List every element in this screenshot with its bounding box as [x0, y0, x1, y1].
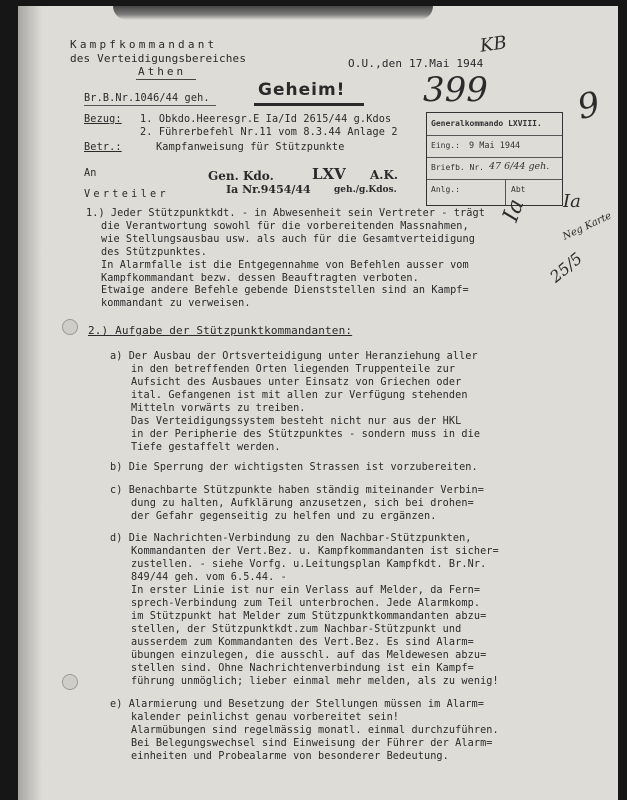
betr-text: Kampfanweisung für Stützpunkte: [156, 142, 345, 153]
betr-label: Betr.:: [84, 142, 122, 153]
text-line: Kommandanten der Vert.Bez. u. Kampfkommandanten ist sicher=: [131, 546, 499, 557]
margin-note-d: 25/5: [546, 248, 586, 287]
scan-smudge: [113, 6, 433, 20]
margin-note-b: Ia: [563, 191, 581, 212]
text-line: 1.) Jeder Stützpunktkdt. - in Abwesenheit sein Vertreter - trägt: [86, 208, 485, 219]
text-line: d) Die Nachrichten-Verbindung zu den Nachbar-Stützpunkten,: [110, 533, 472, 544]
text-line: zustellen. - siehe Vorfg. u.Leitungsplan Kampfkdt. Br.Nr.: [131, 559, 487, 570]
place-date: O.U.,den 17.Mai 1944: [348, 57, 484, 70]
handwritten-nine: 9: [574, 84, 604, 128]
geh-gkdos: geh./g.Kdos.: [334, 185, 397, 195]
text-line: kommandant zu verweisen.: [101, 298, 251, 310]
corps-ak: A.K.: [370, 168, 399, 182]
text-line: der Gefahr gegenseitig zu helfen und zu ergänzen.: [131, 511, 437, 522]
org-underline: [136, 79, 196, 80]
text-line: In erster Linie ist nur ein Verlass auf Melder, da Fern=: [131, 585, 481, 596]
briefb-value: 47 6/44 geh.: [489, 161, 550, 172]
handwritten-number: 399: [423, 70, 488, 110]
text-line: 849/44 geh. vom 6.5.44. -: [131, 572, 287, 583]
abt-label: Abt: [511, 185, 526, 194]
text-line: ausserdem zum Kommandanten des Vert.Bez. Es sind Alarm=: [131, 637, 474, 648]
eing-label: Eing.:: [431, 141, 460, 150]
receipt-divider-3: [427, 179, 562, 180]
handwritten-corner: KB: [478, 32, 509, 57]
classification-stamp: Geheim!: [258, 80, 346, 100]
text-line: Kampfkommandant bezw. dessen Beauftragten verboten.: [101, 272, 419, 284]
bezug-label: Bezug:: [84, 114, 122, 125]
text-line: kalender peinlichst genau vorbereitet sein!: [131, 712, 400, 723]
text-line: Bei Belegungswechsel sind Einweisung der Führer der Alarm=: [131, 738, 493, 749]
text-line: Das Verteidigungssystem besteht nicht nur aus der HKL: [131, 416, 462, 427]
receipt-divider-1: [427, 135, 562, 136]
text-line: In Alarmfalle ist die Entgegennahme von Befehlen ausser vom: [101, 259, 469, 271]
text-line: e) Alarmierung und Besetzung der Stellungen müssen im Alarm=: [110, 699, 485, 710]
text-line: des Stützpunktes.: [101, 246, 207, 258]
punch-hole-top: [62, 319, 78, 335]
an-label: An: [84, 168, 97, 179]
receipt-title: Generalkommando LXVIII.: [431, 119, 542, 128]
text-line: c) Benachbarte Stützpunkte haben ständig miteinander Verbin=: [110, 485, 485, 496]
text-line: wie Stellungsausbau usw. als auch für die Gesamtverteidigung: [101, 233, 476, 245]
org-line-3: Athen: [138, 65, 187, 78]
receipt-stamp: [426, 112, 563, 206]
classification-underline: [254, 103, 364, 106]
text-line: b) Die Sperrung der wichtigsten Strassen ist vorzubereiten.: [110, 462, 478, 473]
text-line: sprech-Verbindung zum Teil unterbrochen. Jede Alarmkomp.: [131, 598, 481, 609]
org-line-1: Kampfkommandant: [70, 38, 218, 51]
brnr-underline: [84, 105, 216, 106]
text-line: in den betreffenden Orten liegenden Truppenteile zur: [131, 364, 456, 375]
text-line: einheiten und Probealarme von besonderer Bedeutung.: [131, 751, 449, 762]
left-edge-shadow: [18, 6, 42, 800]
text-line: dung zu halten, Aufklärung anzusetzen, sich bei drohen=: [131, 498, 474, 509]
text-line: ital. Gefangenen ist mit allen zur Verfügung stehenden: [131, 390, 468, 401]
text-line: Mitteln vorwärts zu treiben.: [131, 403, 306, 414]
text-line: in der Peripherie des Stützpunktes - sondern muss in die: [131, 429, 481, 440]
text-line: a) Der Ausbau der Ortsverteidigung unter Heranziehung aller: [110, 351, 478, 362]
text-line: übungen einzulegen, die ausschl. auf das Meldewesen abzu=: [131, 650, 487, 661]
text-line: Etwaige andere Befehle gebende Dienststellen sind an Kampf=: [101, 285, 469, 297]
receipt-divider-2: [427, 157, 562, 158]
verteiler-label: Verteiler: [84, 189, 169, 200]
ia-nr: Ia Nr.9454/44: [226, 183, 311, 196]
text-line: im Stützpunkt hat Melder zum Stützpunktkommandanten abzu=: [131, 611, 487, 622]
bezug-line-2: 2. Führerbefehl Nr.11 vom 8.3.44 Anlage 2: [140, 127, 398, 138]
section-2-heading: 2.) Aufgabe der Stützpunktkommandanten:: [88, 324, 353, 337]
gen-kdo-label: Gen. Kdo.: [208, 169, 274, 183]
anlg-label: Anlg.:: [431, 185, 460, 194]
margin-note-a: Ia: [498, 195, 530, 226]
brnr: Br.B.Nr.1046/44 geh.: [84, 93, 210, 104]
corps-number: LXV: [312, 165, 346, 183]
text-line: Alarmübungen sind regelmässig monatl. einmal durchzuführen.: [131, 725, 499, 736]
punch-hole-bottom: [62, 674, 78, 690]
bezug-line-1: 1. Obkdo.Heeresgr.E Ia/Id 2615/44 g.Kdos: [140, 114, 392, 125]
text-line: stellen, der Stützpunktkdt.zum Nachbar-Stützpunkt und: [131, 624, 462, 635]
text-line: Tiefe gestaffelt werden.: [131, 442, 281, 453]
org-line-2: des Verteidigungsbereiches: [70, 52, 247, 65]
eing-value: 9 Mai 1944: [469, 141, 521, 151]
margin-note-c: Neg Karte: [561, 210, 614, 243]
text-line: führung unmöglich; lieber einmal mehr melden, als zu wenig!: [131, 676, 499, 687]
text-line: die Verantwortung sowohl für die vorbereitenden Massnahmen,: [101, 220, 469, 232]
text-line: stellen sind. Ohne Nachrichtenverbindung ist ein Kampf=: [131, 663, 474, 674]
document-page: [18, 6, 618, 800]
briefb-label: Briefb. Nr.: [431, 163, 484, 172]
text-line: Aufsicht des Ausbaues unter Einsatz von Griechen oder: [131, 377, 462, 388]
